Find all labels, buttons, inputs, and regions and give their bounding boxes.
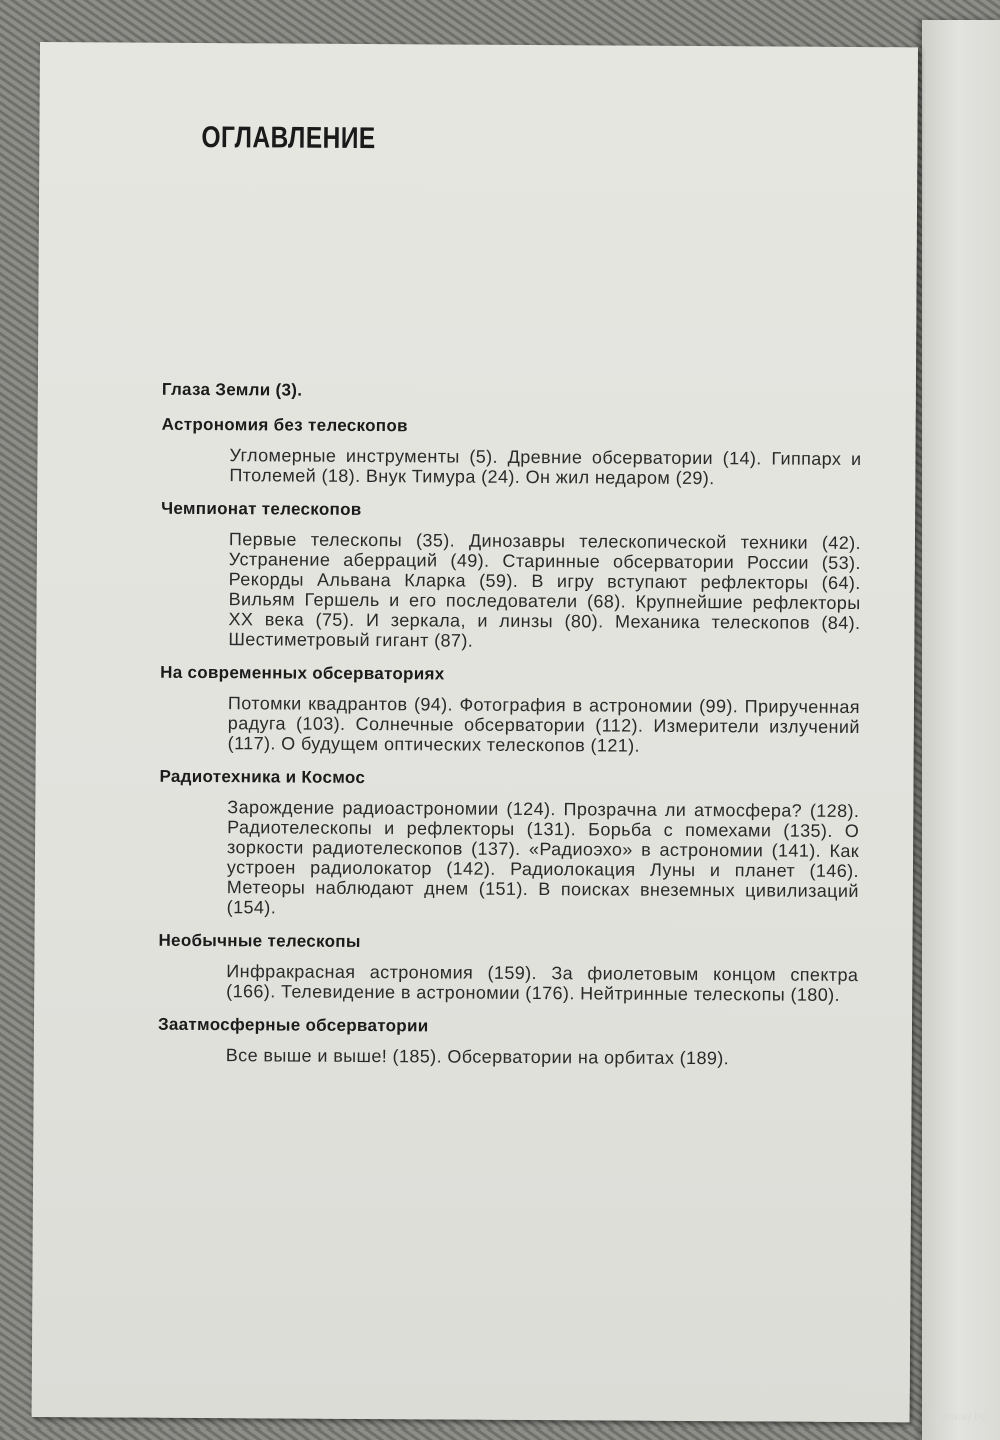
section-entries: Зарождение радиоастрономии (124). Прозрачна ли атмосфера? (128). Радиотелескопы и рефлекторы (131). Борьба с помехами (135). О зоркости радиотелескопов (137). «Радиоэхо» в астрономии (141). Как устроен радиолокатор (142). Радиолокация Луны и планет (146). Метеоры наблюдают днем (151). В поисках внеземных цивилизаций (154).	[226, 797, 860, 918]
section-entries: Инфракрасная астрономия (159). За фиолетовым концом спектра (166). Телевидение в астрономии (176). Нейтринные телескопы (180).	[226, 961, 859, 1005]
page-title: ОГЛАВЛЕНИЕ	[201, 120, 376, 156]
toc-section	[161, 414, 861, 489]
section-title: Глаза Земли (3).	[161, 379, 303, 400]
section-title: Астрономия без телескопов	[161, 414, 408, 436]
adjacent-page	[922, 20, 1000, 1440]
toc-section	[162, 379, 862, 405]
section-title: На современных обсерваториях	[160, 662, 445, 684]
toc-section	[158, 930, 858, 1005]
toc-section	[160, 498, 861, 653]
section-title: Необычные телескопы	[158, 930, 361, 951]
toc-section	[159, 766, 860, 921]
section-entries: Первые телескопы (35). Динозавры телескопической техники (42). Устранение аберраций (49). Старинные обсерватории России (53). Рекорды Альвана Кларка (59). В игру вступают рефлекторы (64). Вильям Гершель и его последователи (68). Крупнейшие рефлекторы XX века (75). И зеркала, и линзы (80). Механика телескопов (84). Шестиметровый гигант (87).	[228, 529, 862, 651]
toc-section	[158, 1014, 858, 1069]
table-of-contents	[158, 379, 862, 1082]
section-title: Заатмосферные обсерватории	[157, 1014, 429, 1036]
section-entries: Потомки квадрантов (94). Фотография в астрономии (99). Прирученная радуга (103). Солнечные обсерватории (112). Измерители излучений (117). О будущем оптических телескопов (121).	[227, 693, 861, 756]
section-entries: Угломерные инструменты (5). Древние обсерватории (14). Гиппарх и Птолемей (18). Внук Тимура (24). Он жил недаром (29).	[229, 445, 862, 489]
section-entries: Все выше и выше! (185). Обсерватории на орбитах (189).	[225, 1045, 730, 1069]
section-title: Чемпионат телескопов	[161, 498, 362, 519]
book-page	[32, 42, 918, 1422]
toc-section	[160, 662, 861, 757]
section-title: Радиотехника и Космос	[159, 766, 366, 787]
watermark: www.ay.by	[934, 1411, 986, 1423]
